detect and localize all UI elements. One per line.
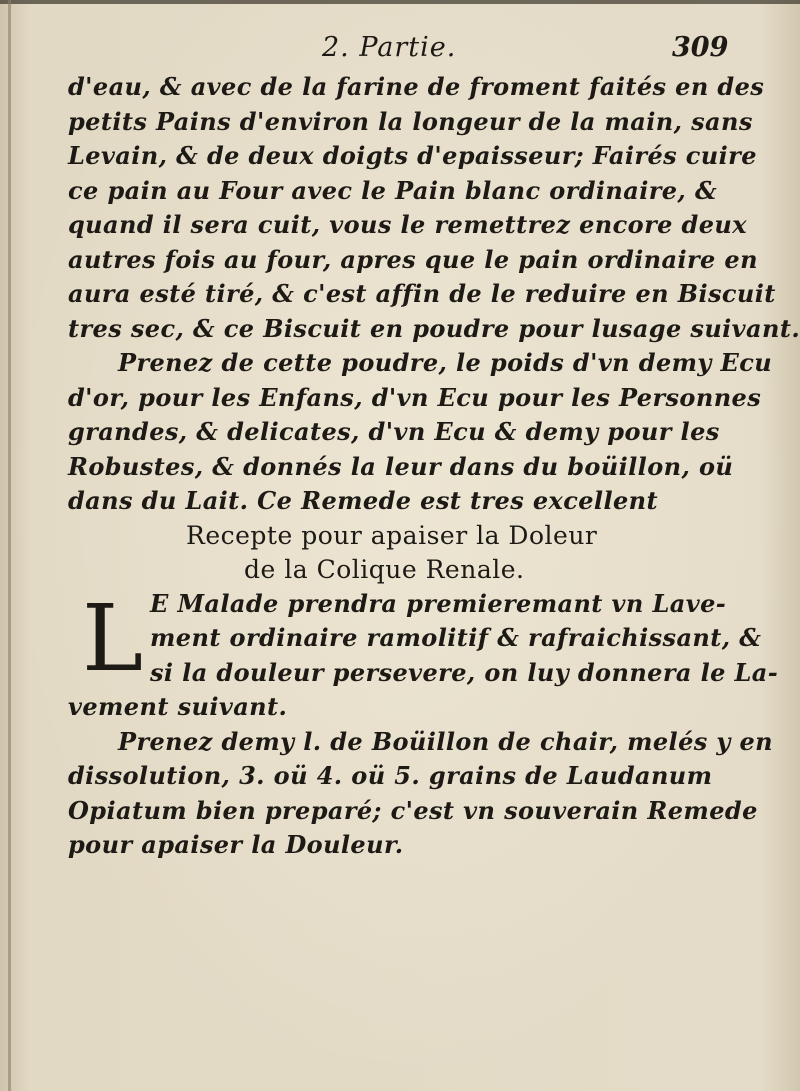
page-top-edge xyxy=(0,0,800,4)
text-line: Levain, & de deux doigts d'epaisseur; Fairés cuire xyxy=(68,141,757,170)
text-line: aura esté tiré, & c'est affin de le reduire en Biscuit xyxy=(68,279,776,308)
running-head: 2. Partie. xyxy=(322,32,457,63)
text-line: tres sec, & ce Biscuit en poudre pour lusage suivant. xyxy=(68,313,800,343)
text-line: pour apaiser la Douleur. xyxy=(68,830,404,859)
text-line: Prenez demy l. de Boüillon de chair, melés y en xyxy=(118,726,774,756)
text-line: E Malade prendra premieremant vn Lave- xyxy=(150,588,727,618)
paragraph-1 xyxy=(68,70,800,346)
text-line: Opiatum bien preparé; c'est vn souverain Remede xyxy=(68,795,758,825)
text-line: Robustes, & donnés la leur dans du boüillon, oü xyxy=(68,451,734,481)
text-line: d'eau, & avec de la farine de froment faités en des xyxy=(68,72,765,101)
page-number: 309 xyxy=(672,32,729,63)
paragraph-2 xyxy=(68,346,773,519)
binding-edge xyxy=(8,0,11,1091)
text-line: grandes, & delicates, d'vn Ecu & demy pour les xyxy=(68,417,720,446)
text-line: Prenez de cette poudre, le poids d'vn demy Ecu xyxy=(118,348,773,377)
recipe-title-line-1: Recepte pour apaiser la Doleur xyxy=(186,520,598,550)
drop-cap: L xyxy=(82,584,144,692)
text-line: ment ordinaire ramolitif & rafraichissant, & xyxy=(150,623,762,652)
text-block xyxy=(68,70,800,863)
text-line: dissolution, 3. oü 4. oü 5. grains de Laudanum xyxy=(68,761,713,790)
paragraph-3 xyxy=(68,584,779,725)
text-line: d'or, pour les Enfans, d'vn Ecu pour les Personnes xyxy=(68,382,762,412)
text-line: petits Pains d'environ la longeur de la main, sans xyxy=(68,106,753,136)
text-line: si la douleur persevere, on luy donnera le La- xyxy=(150,657,779,687)
paragraph-4 xyxy=(68,725,774,863)
recipe-heading xyxy=(68,519,768,587)
text-line: ce pain au Four avec le Pain blanc ordinaire, & xyxy=(68,175,718,205)
text-line: dans du Lait. Ce Remede est tres excellent xyxy=(68,486,658,515)
text-line: vement suivant. xyxy=(68,692,288,721)
text-line: quand il sera cuit, vous le remettrez encore deux xyxy=(68,210,747,239)
page-header xyxy=(0,30,800,70)
text-line: autres fois au four, apres que le pain ordinaire en xyxy=(68,244,758,274)
recipe-title-line-2: de la Colique Renale. xyxy=(244,554,525,584)
